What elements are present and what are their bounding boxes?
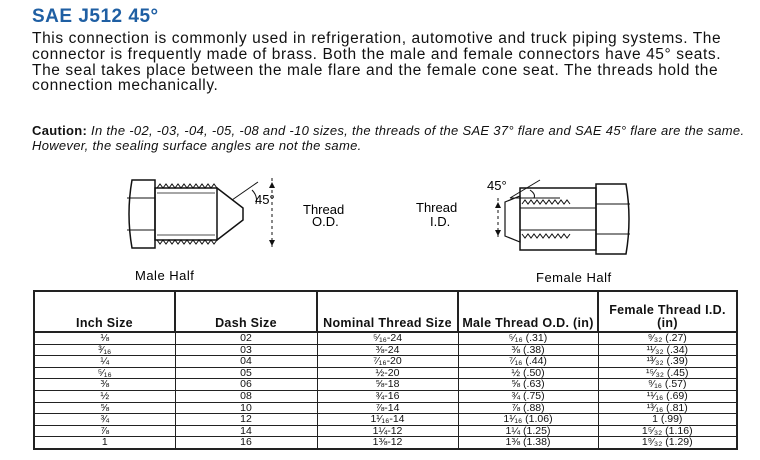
cell-nominal-thread: 1⅜-12	[317, 437, 458, 449]
male-od-label: O.D.	[312, 214, 339, 229]
page-title: SAE J512 45°	[32, 6, 159, 27]
cell-inch-size: ¾	[34, 414, 175, 426]
header-nominal-thread-size: Nominal Thread Size	[317, 291, 458, 332]
intro-paragraph: This connection is commonly used in refrigeration, automotive and truck piping systems. The connector is frequently made of brass. Both the male and female connectors have 45° seats. The seal takes place between the male flare and the female cone seat. The threads hold the connection mechanically.	[32, 30, 722, 95]
female-half-drawing	[495, 180, 630, 254]
cell-inch-size: ⅞	[34, 425, 175, 437]
thread-size-table-wrap	[33, 290, 736, 450]
male-thread-label: Thread	[303, 202, 345, 217]
cell-male-od: ⅞ (.88)	[458, 402, 598, 414]
caution-text: In the -02, -03, -04, -05, -08 and -10 sizes, the threads of the SAE 37° flare and SAE 45° flare are the same. However, the sealing surface angles are not the same.	[32, 123, 745, 153]
cell-dash-size: 03	[175, 344, 317, 356]
cell-female-id: ¹¹⁄₃₂ (.34)	[598, 344, 737, 356]
header-inch-size: Inch Size	[34, 291, 175, 332]
table-row	[34, 390, 737, 402]
cell-male-od: ½ (.50)	[458, 367, 598, 379]
cell-inch-size: ½	[34, 390, 175, 402]
cell-dash-size: 04	[175, 356, 317, 368]
cell-inch-size: ⅛	[34, 332, 175, 344]
cell-male-od: 1¹⁄₁₆ (1.06)	[458, 414, 598, 426]
table-row	[34, 414, 737, 426]
cell-nominal-thread: ⅝-18	[317, 379, 458, 391]
cell-female-id: ⁹⁄₃₂ (.27)	[598, 332, 737, 344]
cell-female-id: 1 (.99)	[598, 414, 737, 426]
cell-dash-size: 05	[175, 367, 317, 379]
table-row	[34, 356, 737, 368]
cell-dash-size: 10	[175, 402, 317, 414]
cell-dash-size: 06	[175, 379, 317, 391]
cell-female-id: ¹⁵⁄₃₂ (.45)	[598, 367, 737, 379]
cell-nominal-thread: ⅞-14	[317, 402, 458, 414]
cell-inch-size: ¼	[34, 356, 175, 368]
cell-male-od: ⁵⁄₁₆ (.31)	[458, 332, 598, 344]
female-id-label: I.D.	[430, 214, 451, 229]
table-row	[34, 425, 737, 437]
thread-size-table	[33, 290, 738, 450]
table-row	[34, 437, 737, 449]
header-dash-size: Dash Size	[175, 291, 317, 332]
male-angle-label: 45°	[255, 192, 275, 207]
caution-label: Caution:	[32, 123, 88, 138]
male-half-caption: Male Half	[135, 268, 195, 283]
cell-female-id: ¹³⁄₃₂ (.39)	[598, 356, 737, 368]
table-row	[34, 367, 737, 379]
female-half-caption: Female Half	[536, 270, 612, 285]
cell-female-id: ¹¹⁄₁₆ (.69)	[598, 390, 737, 402]
cell-male-od: ⅝ (.63)	[458, 379, 598, 391]
cell-dash-size: 02	[175, 332, 317, 344]
cell-nominal-thread: ⁷⁄₁₆-20	[317, 356, 458, 368]
female-thread-label: Thread	[416, 200, 458, 215]
table-row	[34, 402, 737, 414]
cell-male-od: ⁷⁄₁₆ (.44)	[458, 356, 598, 368]
female-angle-label: 45°	[487, 178, 507, 193]
fitting-diagram	[0, 168, 760, 290]
cell-dash-size: 08	[175, 390, 317, 402]
cell-nominal-thread: ⅜-24	[317, 344, 458, 356]
cell-dash-size: 12	[175, 414, 317, 426]
cell-female-id: ¹³⁄₁₆ (.81)	[598, 402, 737, 414]
table-header-row	[34, 291, 737, 332]
cell-nominal-thread: 1¹⁄₁₆-14	[317, 414, 458, 426]
cell-male-od: 1¼ (1.25)	[458, 425, 598, 437]
cell-nominal-thread: ¾-16	[317, 390, 458, 402]
header-male-thread-od: Male Thread O.D. (in)	[458, 291, 598, 332]
caution-note	[32, 124, 747, 153]
cell-male-od: 1⅜ (1.38)	[458, 437, 598, 449]
table-row	[34, 379, 737, 391]
male-half-drawing	[127, 178, 275, 250]
cell-nominal-thread: ⁵⁄₁₆-24	[317, 332, 458, 344]
cell-inch-size: ⅜	[34, 379, 175, 391]
cell-male-od: ¾ (.75)	[458, 390, 598, 402]
cell-female-id: 1⁹⁄₃₂ (1.29)	[598, 437, 737, 449]
cell-inch-size: ⁵⁄₁₆	[34, 367, 175, 379]
cell-female-id: ⁹⁄₁₆ (.57)	[598, 379, 737, 391]
cell-dash-size: 16	[175, 437, 317, 449]
cell-inch-size: ⅝	[34, 402, 175, 414]
cell-dash-size: 14	[175, 425, 317, 437]
cell-inch-size: ³⁄₁₆	[34, 344, 175, 356]
cell-male-od: ⅜ (.38)	[458, 344, 598, 356]
header-female-thread-id: Female Thread I.D. (in)	[598, 291, 737, 332]
table-row	[34, 344, 737, 356]
table-row	[34, 332, 737, 344]
cell-female-id: 1⁵⁄₃₂ (1.16)	[598, 425, 737, 437]
cell-nominal-thread: 1¼-12	[317, 425, 458, 437]
cell-inch-size: 1	[34, 437, 175, 449]
cell-nominal-thread: ½-20	[317, 367, 458, 379]
